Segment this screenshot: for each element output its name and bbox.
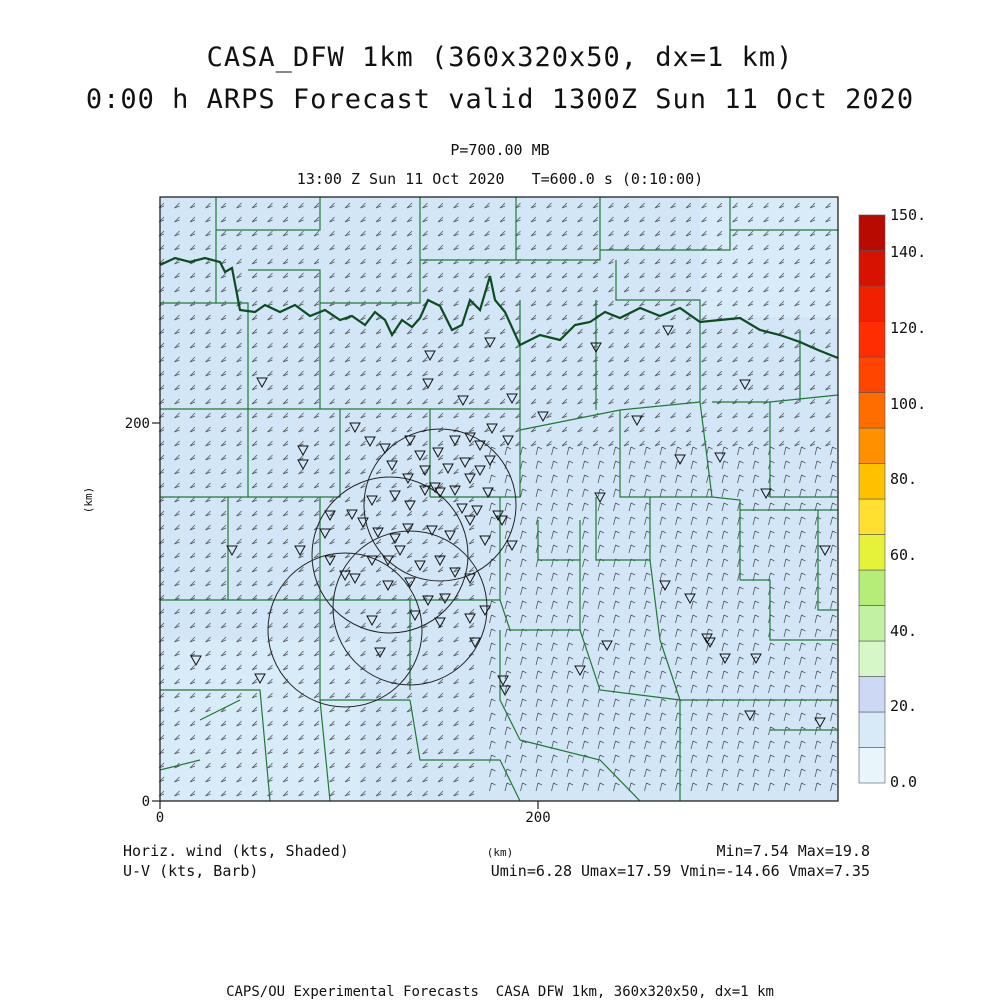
- colorbar-swatch: [859, 428, 885, 464]
- colorbar-labels: [890, 206, 926, 791]
- colorbar-label: 150.: [890, 206, 927, 224]
- y-tick-label: 0: [141, 794, 150, 810]
- colorbar-label: 0.0: [890, 773, 918, 791]
- colorbar-swatch: [859, 712, 885, 748]
- colorbar-label: 80.: [890, 470, 918, 488]
- field-barb-label: U-V (kts, Barb): [123, 862, 259, 880]
- colorbar-swatch: [859, 748, 885, 784]
- colorbar-swatch: [859, 464, 885, 500]
- colorbar-swatch: [859, 393, 885, 429]
- uv-stats: Umin=6.28 Umax=17.59 Vmin=-14.66 Vmax=7.35: [490, 862, 870, 880]
- x-axis-label: (km): [486, 846, 514, 859]
- colorbar-swatch: [859, 322, 885, 358]
- chart-subtitle: 0:00 h ARPS Forecast valid 1300Z Sun 11 Oct 2020: [85, 84, 915, 115]
- y-axis-label: (km): [82, 486, 95, 514]
- colorbar-label: 40.: [890, 622, 918, 640]
- footer-credit: CAPS/OU Experimental Forecasts CASA DFW 1km, 360x320x50, dx=1 km: [226, 984, 774, 1000]
- colorbar-swatch: [859, 641, 885, 677]
- colorbar-swatch: [859, 251, 885, 287]
- colorbar-label: 20.: [890, 697, 918, 715]
- colorbar-label: 100.: [890, 395, 927, 413]
- colorbar-swatch: [859, 286, 885, 322]
- shading-patch: [160, 640, 360, 801]
- x-tick-label: 200: [525, 810, 551, 826]
- colorbar-swatch: [859, 570, 885, 606]
- colorbar-swatch: [859, 357, 885, 393]
- colorbar-swatch: [859, 215, 885, 251]
- colorbar-label: 140.: [890, 243, 927, 261]
- time-info: 13:00 Z Sun 11 Oct 2020 T=600.0 s (0:10:00): [296, 170, 704, 188]
- colorbar: [859, 215, 885, 783]
- shading-patch: [700, 197, 838, 317]
- colorbar-label: 120.: [890, 319, 927, 337]
- colorbar-swatch: [859, 606, 885, 642]
- min-max-stats: Min=7.54 Max=19.8: [716, 842, 870, 860]
- colorbar-swatch: [859, 677, 885, 713]
- colorbar-swatch: [859, 499, 885, 535]
- chart-title: CASA_DFW 1km (360x320x50, dx=1 km): [206, 42, 794, 73]
- colorbar-label: 60.: [890, 546, 918, 564]
- field-shaded-label: Horiz. wind (kts, Shaded): [123, 842, 349, 860]
- x-tick-label: 0: [155, 810, 165, 826]
- y-tick-label: 200: [124, 416, 150, 432]
- colorbar-swatch: [859, 535, 885, 571]
- pressure-level: P=700.00 MB: [450, 141, 550, 159]
